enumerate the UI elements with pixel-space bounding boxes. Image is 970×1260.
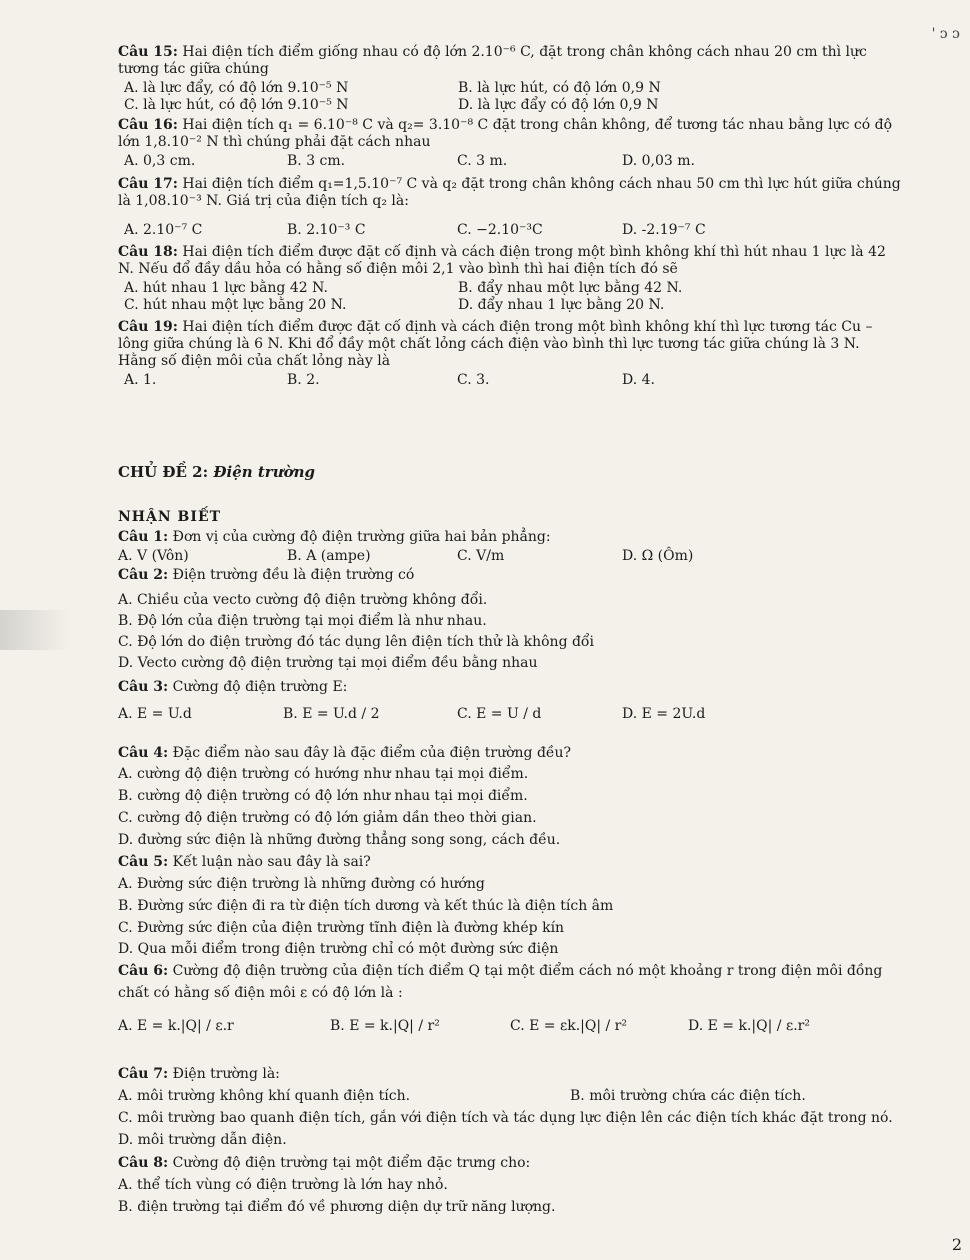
- q18-option-c: C. hút nhau một lực bằng 20 N.: [124, 297, 347, 313]
- c1-option-d: D. Ω (Ôm): [622, 548, 694, 564]
- question-label: Câu 17:: [118, 176, 178, 192]
- question-label: Câu 4:: [118, 745, 169, 761]
- q15-line-1: Câu 15: Hai điện tích điểm giống nhau có độ lớn 2.10⁻⁶ C, đặt trong chân không cách nhau 20 cm thì lực: [118, 44, 867, 60]
- q19-line-1: Câu 19: Hai điện tích điểm được đặt cố định và cách điện trong một bình không khí thì lực tương tác Cu –: [118, 319, 873, 335]
- q15-option-c: C. là lực hút, có độ lớn 9.10⁻⁵ N: [124, 97, 349, 113]
- q18-option-d: D. đẩy nhau 1 lực bằng 20 N.: [458, 297, 665, 313]
- q18-line-2: N. Nếu đổ đầy dầu hỏa có hằng số điện môi 2,1 vào bình thì hai điện tích đó sẽ: [118, 261, 678, 277]
- q19-option-b: B. 2.: [287, 372, 320, 388]
- c6-option-d: D. E = k.|Q| / ε.r²: [688, 1018, 810, 1034]
- c4-line-4: C. cường độ điện trường có độ lớn giảm dần theo thời gian.: [118, 810, 537, 826]
- c6-option-c: C. E = εk.|Q| / r²: [510, 1018, 627, 1034]
- c1-option-b: B. A (ampe): [287, 548, 371, 564]
- c5-line-1: Câu 5: Kết luận nào sau đây là sai?: [118, 854, 371, 870]
- q16-option-b: B. 3 cm.: [287, 153, 346, 169]
- c2-line-1: Câu 2: Điện trường đều là điện trường có: [118, 567, 415, 583]
- question-label: Câu 7:: [118, 1066, 169, 1082]
- topic-heading: [118, 463, 315, 481]
- c8-line-3: B. điện trường tại điểm đó về phương diện dự trữ năng lượng.: [118, 1199, 556, 1215]
- c3-option-a: A. E = U.d: [118, 706, 192, 722]
- q16-option-c: C. 3 m.: [457, 153, 508, 169]
- q16-line-1: Câu 16: Hai điện tích q₁ = 6.10⁻⁸ C và q₂= 3.10⁻⁸ C đặt trong chân không, để tương tác nhau bằng lực có độ: [118, 117, 893, 133]
- c7-option-b: B. môi trường chứa các điện tích.: [570, 1088, 806, 1104]
- c3-option-b: B. E = U.d / 2: [283, 706, 380, 722]
- c8-line-1: Câu 8: Cường độ điện trường tại một điểm đặc trưng cho:: [118, 1155, 531, 1171]
- question-label: Câu 3:: [118, 679, 169, 695]
- q16-line-2: lớn 1,8.10⁻² N thì chúng phải đặt cách nhau: [118, 134, 431, 150]
- q15-option-b: B. là lực hút, có độ lớn 0,9 N: [458, 80, 661, 96]
- c4-line-1: Câu 4: Đặc điểm nào sau đây là đặc điểm của điện trường đều?: [118, 745, 572, 761]
- c4-line-2: A. cường độ điện trường có hướng như nhau tại mọi điểm.: [118, 766, 529, 782]
- c3-option-c: C. E = U / d: [457, 706, 542, 722]
- q15-option-a: A. là lực đẩy, có độ lớn 9.10⁻⁵ N: [124, 80, 349, 96]
- c7-line-1: Câu 7: Điện trường là:: [118, 1066, 280, 1082]
- c1-line-1: Câu 1: Đơn vị của cường độ điện trường giữa hai bản phẳng:: [118, 529, 551, 545]
- page-number: 2: [951, 1235, 962, 1254]
- q16-option-a: A. 0,3 cm.: [124, 153, 196, 169]
- q17-option-d: D. -2.19⁻⁷ C: [622, 222, 706, 238]
- q17-line-2: là 1,08.10⁻³ N. Giá trị của điện tích q₂ là:: [118, 193, 409, 209]
- c3-line-1: Câu 3: Cường độ điện trường E:: [118, 679, 348, 695]
- q19-line-2: lông giữa chúng là 6 N. Khi đổ đầy một chất lỏng cách điện vào bình thì lực tương tác giữa chúng là 3 N.: [118, 336, 860, 352]
- c7-option-c: C. môi trường bao quanh điện tích, gắn với điện tích và tác dụng lực điện lên các điện tích khác đặt trong nó.: [118, 1110, 893, 1126]
- c7-option-a: A. môi trường không khí quanh điện tích.: [118, 1088, 411, 1104]
- c6-line-1: Câu 6: Cường độ điện trường của điện tích điểm Q tại một điểm cách nó một khoảng r trong điện môi đồng: [118, 963, 883, 979]
- question-label: Câu 8:: [118, 1155, 169, 1171]
- topic-name: Điện trường: [213, 463, 316, 481]
- q15-line-2: tương tác giữa chúng: [118, 61, 269, 77]
- c2-line-5: D. Vecto cường độ điện trường tại mọi điểm đều bằng nhau: [118, 655, 538, 671]
- c5-line-5: D. Qua mỗi điểm trong điện trường chỉ có một đường sức điện: [118, 941, 559, 957]
- c6-option-b: B. E = k.|Q| / r²: [330, 1018, 440, 1034]
- question-label: Câu 1:: [118, 529, 169, 545]
- c5-line-4: C. Đường sức điện của điện trường tĩnh điện là đường khép kín: [118, 920, 565, 936]
- c4-line-3: B. cường độ điện trường có độ lớn như nhau tại mọi điểm.: [118, 788, 528, 804]
- level-heading: NHẬN BIẾT: [118, 509, 222, 525]
- q17-option-c: C. −2.10⁻³C: [457, 222, 543, 238]
- q16-option-d: D. 0,03 m.: [622, 153, 695, 169]
- q19-option-a: A. 1.: [124, 372, 157, 388]
- topic-title: CHỦ ĐỀ 2:: [118, 463, 209, 481]
- c3-option-d: D. E = 2U.d: [622, 706, 706, 722]
- question-label: Câu 5:: [118, 854, 169, 870]
- c7-option-d: D. môi trường dẫn điện.: [118, 1132, 287, 1148]
- scan-shadow: [0, 610, 70, 650]
- question-label: Câu 2:: [118, 567, 169, 583]
- q18-line-1: Câu 18: Hai điện tích điểm được đặt cố định và cách điện trong một bình không khí thì hút nhau 1 lực là 42: [118, 244, 886, 260]
- q17-option-b: B. 2.10⁻³ C: [287, 222, 366, 238]
- c5-line-2: A. Đường sức điện trường là những đường có hướng: [118, 876, 485, 892]
- q19-option-d: D. 4.: [622, 372, 655, 388]
- question-label: Câu 16:: [118, 117, 178, 133]
- q18-option-b: B. đẩy nhau một lực bằng 42 N.: [458, 280, 683, 296]
- c2-line-2: A. Chiều của vecto cường độ điện trường không đổi.: [118, 592, 488, 608]
- question-label: Câu 18:: [118, 244, 178, 260]
- c1-option-a: A. V (Vôn): [118, 548, 189, 564]
- c5-line-3: B. Đường sức điện đi ra từ điện tích dương và kết thúc là điện tích âm: [118, 898, 614, 914]
- question-label: Câu 6:: [118, 963, 169, 979]
- c6-line-2: chất có hằng số điện môi ε có độ lớn là :: [118, 985, 403, 1001]
- q17-line-1: Câu 17: Hai điện tích điểm q₁=1,5.10⁻⁷ C và q₂ đặt trong chân không cách nhau 50 cm thì lực hút giữa chúng: [118, 176, 901, 192]
- q19-option-c: C. 3.: [457, 372, 490, 388]
- c2-line-4: C. Độ lớn do điện trường đó tác dụng lên điện tích thử là không đổi: [118, 634, 594, 650]
- c2-line-3: B. Độ lớn của điện trường tại mọi điểm là như nhau.: [118, 613, 487, 629]
- c8-line-2: A. thể tích vùng có điện trường là lớn hay nhỏ.: [118, 1177, 448, 1193]
- corner-marks: ꞌ ᴐ ᴐ: [931, 26, 960, 42]
- q19-line-3: Hằng số điện môi của chất lỏng này là: [118, 353, 391, 369]
- question-label: Câu 15:: [118, 44, 178, 60]
- q18-option-a: A. hút nhau 1 lực bằng 42 N.: [124, 280, 328, 296]
- q17-option-a: A. 2.10⁻⁷ C: [124, 222, 203, 238]
- c1-option-c: C. V/m: [457, 548, 505, 564]
- c6-option-a: A. E = k.|Q| / ε.r: [118, 1018, 234, 1034]
- q15-option-d: D. là lực đẩy có độ lớn 0,9 N: [458, 97, 659, 113]
- question-label: Câu 19:: [118, 319, 178, 335]
- c4-line-5: D. đường sức điện là những đường thẳng song song, cách đều.: [118, 832, 561, 848]
